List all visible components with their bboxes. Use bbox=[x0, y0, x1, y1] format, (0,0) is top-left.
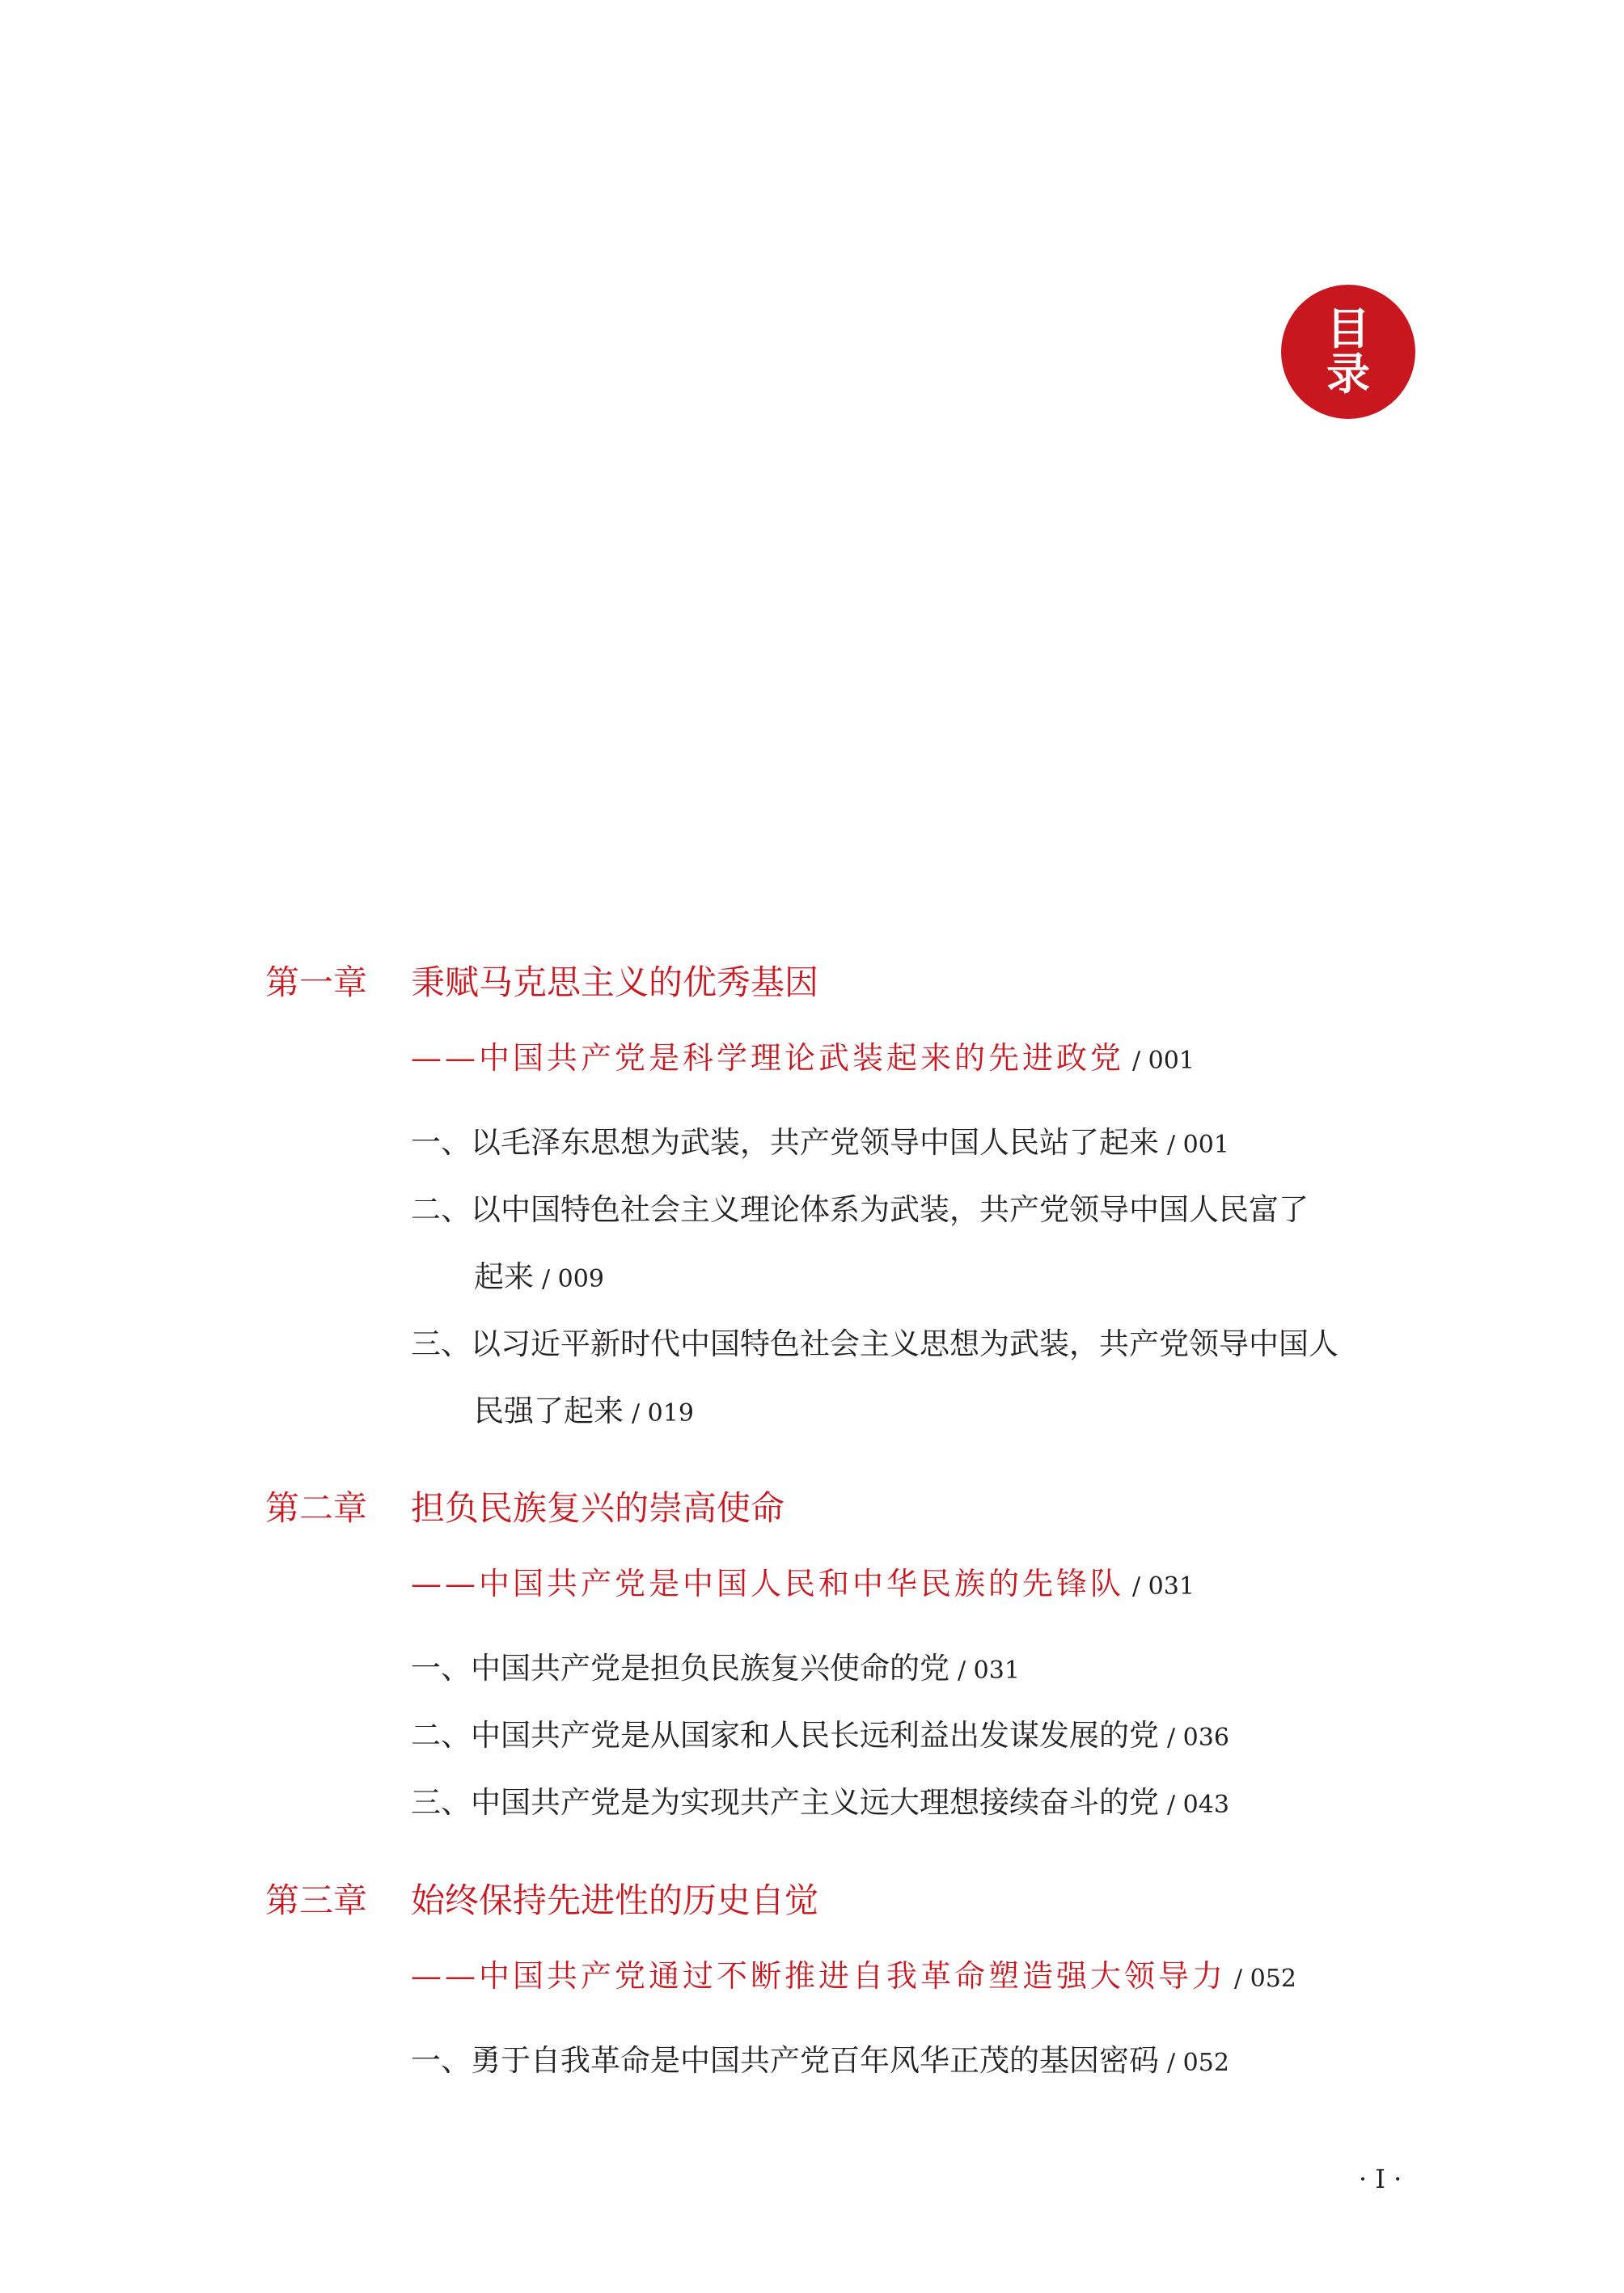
toc-entry-text: 起来 bbox=[474, 1259, 534, 1294]
toc-entry-page: / 009 bbox=[542, 1265, 604, 1293]
toc-entry[interactable] bbox=[411, 1780, 1229, 1828]
toc-entry-page: / 043 bbox=[1167, 1791, 1229, 1819]
chapter-3-subtitle-page: / 052 bbox=[1234, 1965, 1296, 1993]
toc-entry[interactable] bbox=[411, 2038, 1229, 2086]
toc-entry-page: / 031 bbox=[958, 1656, 1020, 1685]
chapter-1-number: 第一章 bbox=[265, 962, 368, 1002]
toc-entry-text: 三、中国共产党是为实现共产主义远大理想接续奋斗的党 bbox=[411, 1785, 1159, 1820]
chapter-1-subtitle[interactable] bbox=[411, 1035, 1195, 1084]
chapter-1-subtitle-page: / 001 bbox=[1132, 1047, 1195, 1075]
toc-entry[interactable] bbox=[411, 1187, 1309, 1233]
toc-entry-text: 二、中国共产党是从国家和人民长远利益出发谋发展的党 bbox=[411, 1718, 1159, 1753]
badge-char-1: 目 bbox=[1326, 303, 1370, 354]
chapter-3-title: 始终保持先进性的历史自觉 bbox=[411, 1881, 819, 1920]
toc-entry[interactable] bbox=[411, 1322, 1339, 1367]
chapter-3-subtitle-text: ——中国共产党通过不断推进自我革命塑造强大领导力 bbox=[411, 1958, 1227, 1994]
chapter-1-heading[interactable] bbox=[265, 958, 818, 1007]
chapter-2-number: 第二章 bbox=[265, 1488, 368, 1528]
toc-entry-page: / 001 bbox=[1167, 1131, 1229, 1159]
toc-entry-page: / 019 bbox=[632, 1399, 694, 1428]
toc-entry[interactable] bbox=[411, 1713, 1229, 1761]
toc-entry-text: 一、勇于自我革命是中国共产党百年风华正茂的基因密码 bbox=[411, 2043, 1159, 2078]
toc-entry-continued[interactable] bbox=[474, 1254, 604, 1302]
chapter-3-number: 第三章 bbox=[265, 1881, 368, 1920]
chapter-1-title: 秉赋马克思主义的优秀基因 bbox=[411, 962, 819, 1002]
toc-entry-continued[interactable] bbox=[474, 1389, 694, 1436]
chapter-2-subtitle[interactable] bbox=[411, 1561, 1195, 1610]
chapter-2-title: 担负民族复兴的崇高使命 bbox=[411, 1488, 785, 1528]
chapter-2-subtitle-text: ——中国共产党是中国人民和中华民族的先锋队 bbox=[411, 1566, 1125, 1601]
badge-char-2: 录 bbox=[1326, 349, 1370, 400]
toc-entry-text: 三、以习近平新时代中国特色社会主义思想为武装，共产党领导中国人 bbox=[411, 1326, 1339, 1361]
chapter-2-subtitle-page: / 031 bbox=[1132, 1572, 1195, 1601]
chapter-1-subtitle-text: ——中国共产党是科学理论武装起来的先进政党 bbox=[411, 1040, 1125, 1076]
toc-entry-text: 一、以毛泽东思想为武装，共产党领导中国人民站了起来 bbox=[411, 1125, 1159, 1160]
toc-entry-text: 二、以中国特色社会主义理论体系为武装，共产党领导中国人民富了 bbox=[411, 1192, 1309, 1227]
page-number: · I · bbox=[1359, 2164, 1402, 2194]
toc-entry[interactable] bbox=[411, 1120, 1229, 1168]
chapter-2-heading[interactable] bbox=[265, 1484, 785, 1533]
toc-entry-page: / 052 bbox=[1167, 2049, 1229, 2077]
chapter-3-subtitle[interactable] bbox=[411, 1953, 1296, 2002]
chapter-3-heading[interactable] bbox=[265, 1876, 818, 1925]
toc-entry[interactable] bbox=[411, 1646, 1020, 1694]
toc-entry-text: 一、中国共产党是担负民族复兴使命的党 bbox=[411, 1651, 949, 1686]
toc-entry-text: 民强了起来 bbox=[474, 1394, 624, 1428]
toc-entry-page: / 036 bbox=[1167, 1724, 1229, 1752]
